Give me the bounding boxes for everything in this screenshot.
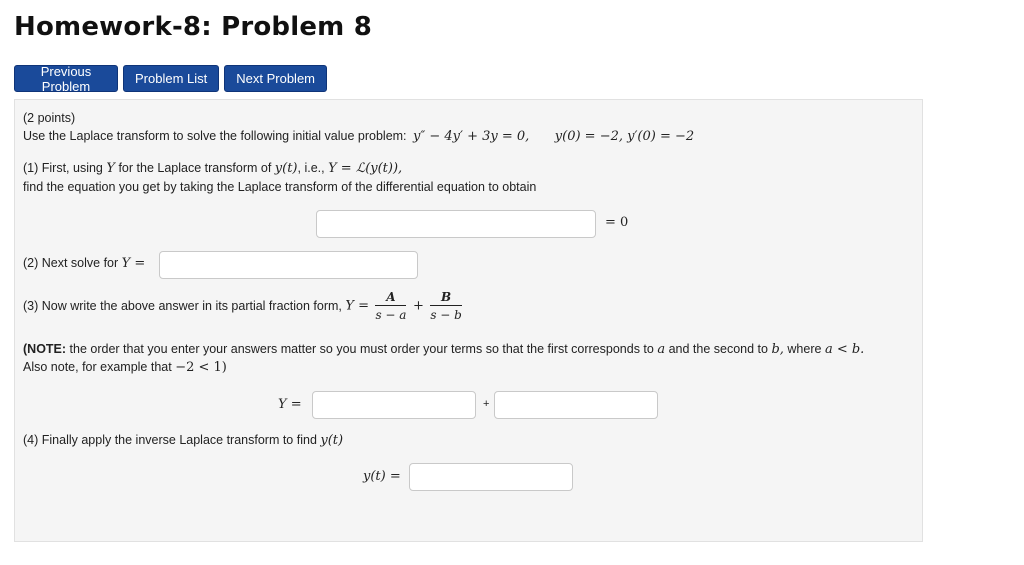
partial-A-input[interactable] <box>312 391 476 419</box>
note-example-label: Also note, for example that <box>23 360 172 374</box>
fraction-A-denominator: s − a <box>375 308 407 322</box>
step1-line2: find the equation you get by taking the Laplace transform of the differential equation to obtain <box>23 180 537 194</box>
note-text <box>23 342 864 357</box>
note-a: a <box>657 342 666 357</box>
points-label: (2 points) <box>23 111 76 125</box>
next-problem-button[interactable]: Next Problem <box>224 65 327 92</box>
equals-zero-label: = 0 <box>605 215 629 230</box>
step4-yt: y(t) <box>320 433 344 448</box>
problem-navigation <box>14 65 327 92</box>
step2-Yeq: Y = <box>121 256 146 271</box>
step1-Y: Y <box>106 161 115 176</box>
note-body: the order that you enter your answers matter so you must order your terms so that the first corresponds to <box>69 342 654 356</box>
problem-panel <box>14 99 923 542</box>
note-mid: and the second to <box>668 342 768 356</box>
step4-label: (4) Finally apply the inverse Laplace transform to find <box>23 433 317 447</box>
laplace-equation-input[interactable] <box>316 210 596 238</box>
step1-label: (1) First, using <box>23 161 103 175</box>
note-b: b, <box>771 342 784 357</box>
note-bold: (NOTE: <box>23 342 67 356</box>
problem-list-button[interactable]: Problem List <box>123 65 219 92</box>
ode-equation: y″ − 4y′ + 3y = 0, <box>413 129 530 144</box>
fraction-B-denominator: s − b <box>430 308 462 322</box>
note-where: where <box>787 342 822 356</box>
page-title: Homework-8: Problem 8 <box>14 12 373 42</box>
note-example: −2 < 1) <box>175 360 227 375</box>
fraction-plus: + <box>412 298 424 314</box>
fraction-A-numerator: A <box>375 290 406 306</box>
note-line2 <box>23 360 227 375</box>
step1-text-c: , i.e., <box>297 161 325 175</box>
problem-statement <box>23 129 694 144</box>
previous-problem-button[interactable]: Previous Problem <box>14 65 118 92</box>
note-a-less-b: a < b. <box>824 342 865 357</box>
fraction-A <box>375 290 406 322</box>
step1-text <box>23 161 402 176</box>
step3-Yeq: Y = <box>345 298 369 314</box>
fraction-B-numerator: B <box>430 290 462 306</box>
solve-Y-input[interactable] <box>159 251 418 279</box>
partial-Yeq: Y = <box>278 397 302 412</box>
partial-plus: + <box>483 398 490 410</box>
step1-yt: y(t) <box>274 161 298 176</box>
step1-text-b: for the Laplace transform of <box>118 161 272 175</box>
fraction-B <box>430 290 462 322</box>
problem-intro: Use the Laplace transform to solve the following initial value problem: <box>23 129 407 143</box>
step1-definition: Y = ℒ(y(t)), <box>328 161 403 176</box>
step3-label: (3) Now write the above answer in its partial fraction form, <box>23 299 342 313</box>
step2-text <box>23 256 145 271</box>
yt-equals-label: y(t) = <box>363 469 401 484</box>
step4-text <box>23 433 343 448</box>
step3-text <box>23 290 465 322</box>
yt-input[interactable] <box>409 463 573 491</box>
step2-label: (2) Next solve for <box>23 256 119 270</box>
partial-B-input[interactable] <box>494 391 658 419</box>
initial-conditions: y(0) = −2, y′(0) = −2 <box>554 129 695 144</box>
